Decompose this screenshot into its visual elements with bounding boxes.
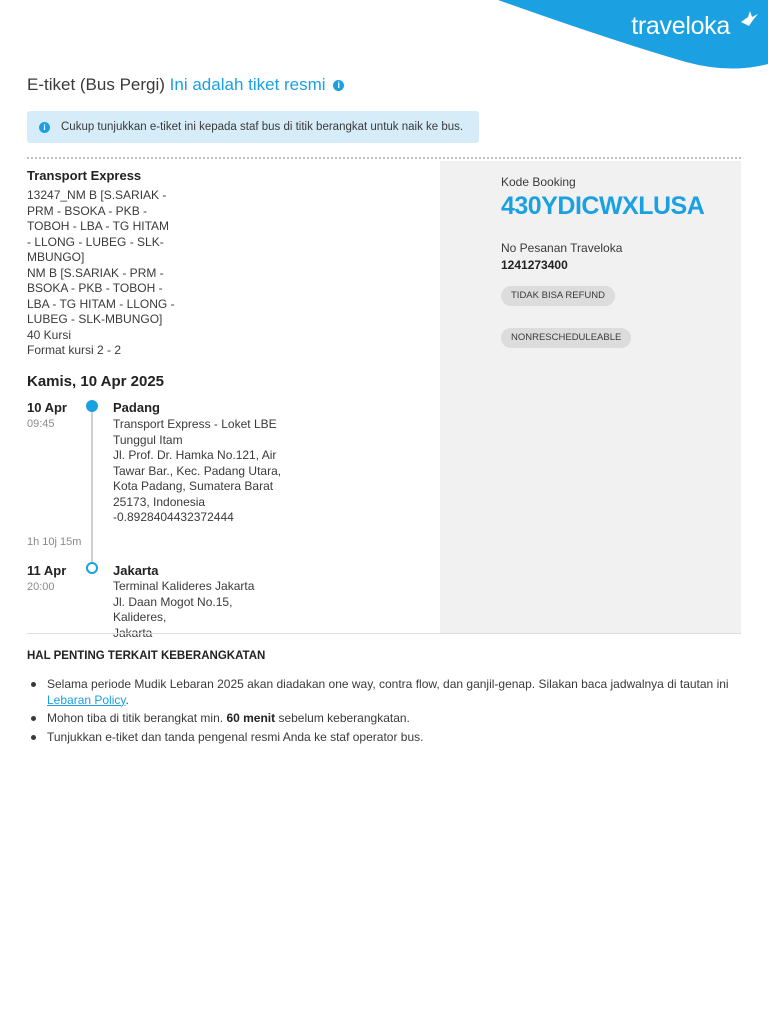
address-line: Terminal Kalideres Jakarta [113,579,255,593]
booking-panel [440,161,741,633]
arrival-address [113,579,288,641]
departure-city: Padang [113,400,160,415]
arrival-time: 20:00 [27,581,55,593]
trip-duration: 1h 10j 15m [27,536,82,548]
address-line: Tunggul Itam [113,432,183,447]
route-line: MBUNGO] [27,250,85,264]
seat-count: 40 Kursi [27,327,72,342]
bus-route-details [27,188,179,359]
departure-address [113,417,288,526]
address-line: Transport Express - Loket LBE [113,417,277,431]
address-line: 25173, Indonesia [113,494,206,509]
important-list [27,677,741,748]
address-line: Jl. Prof. Dr. Hamka No.121, Air [113,448,277,462]
arrival-dot-icon [86,562,98,574]
bullet-icon [31,682,36,687]
arrival-minutes: 60 menit [226,711,276,725]
order-number: 1241273400 [501,258,568,272]
list-item [27,677,741,708]
arrival-date: 11 Apr [27,563,67,578]
address-line: Tawar Bar., Kec. Padang Utara, [113,463,282,478]
non-reschedulable-badge: NONRESCHEDULEABLE [501,328,631,348]
address-line: Kota Padang, Sumatera Barat [113,479,274,493]
list-item [27,711,741,727]
route-line: TOBOH - LBA - TG HITAM [27,219,170,233]
official-ticket-label: Ini adalah tiket resmi [169,75,326,94]
bullet-icon [31,716,36,721]
booking-code-label: Kode Booking [501,175,576,189]
route-line: - LLONG - LUBEG - SLK- [27,234,164,249]
bullet-icon [31,735,36,740]
trip-date-heading: Kamis, 10 Apr 2025 [27,373,165,390]
address-line: Jl. Daan Mogot No.15, Kalideres, [113,594,233,624]
ticket-title: E-tiket (Bus Pergi) [27,75,165,94]
route-line: NM B [S.SARIAK - PRM - [27,265,164,280]
arrival-time-text-end: sebelum keberangkatan. [275,711,410,725]
show-ticket-text: Tunjukkan e-tiket dan tanda pengenal resmi Anda ke staf operator bus. [47,729,424,744]
bus-operator: Transport Express [27,168,142,183]
lebaran-policy-link[interactable]: Lebaran Policy [47,692,126,707]
arrival-city: Jakarta [113,563,159,578]
notice-text: Cukup tunjukkan e-tiket ini kepada staf bus di titik berangkat untuk naik ke bus. [61,121,464,133]
info-icon: i [39,122,50,133]
lebaran-info-text: Selama periode Mudik Lebaran 2025 akan diadakan one way, contra flow, dan ganjil-genap. Silakan baca jadwalnya di tautan ini [47,677,729,691]
important-heading: HAL PENTING TERKAIT KEBERANGKATAN [27,650,266,662]
order-number-label: No Pesanan Traveloka [501,241,623,255]
route-line: 13247_NM B [S.SARIAK - [27,188,167,202]
traveloka-bird-icon [738,8,760,30]
info-icon[interactable]: i [333,80,344,91]
route-line: LUBEG - SLK-MBUNGO] [27,312,163,326]
traveloka-logo: traveloka [631,12,730,40]
boarding-notice [27,111,479,143]
departure-dot-icon [86,400,98,412]
departure-time: 09:45 [27,418,55,430]
lebaran-info-end: . [125,692,129,707]
page-title [27,75,344,95]
route-line: LBA - TG HITAM - LLONG - [27,296,175,311]
seat-format: Format kursi 2 - 2 [27,343,122,357]
timeline-line [91,406,93,568]
list-item [27,730,741,746]
route-line: PRM - BSOKA - PKB - [27,203,148,218]
departure-date: 10 Apr [27,400,67,415]
dotted-divider [27,157,741,159]
no-refund-badge: TIDAK BISA REFUND [501,286,615,306]
section-divider [27,633,741,634]
address-line: -0.8928404432372444 [113,510,234,524]
booking-code: 430YDICWXLUSA [501,192,705,220]
address-line: Jakarta [113,625,153,640]
arrival-time-text: Mohon tiba di titik berangkat min. [47,711,227,725]
route-line: BSOKA - PKB - TOBOH - [27,281,163,295]
